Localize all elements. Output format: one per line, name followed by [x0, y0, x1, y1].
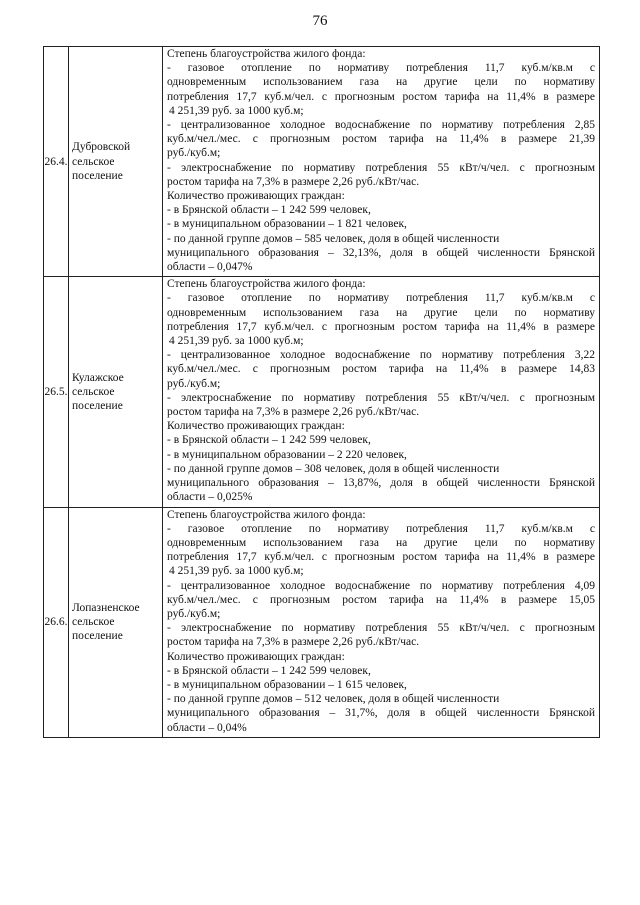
- settlement-name-line: поселение: [72, 399, 123, 412]
- description-line: ростом тарифа на 7,3% в размере 2,26 руб./кВт/час.: [167, 406, 420, 419]
- description-line: потребления 17,7 куб.м/чел. с прогнозным ростом тарифа на 11,4% в размере: [167, 320, 595, 333]
- settlement-name-line: Кулажское: [72, 371, 124, 384]
- description-line: - по данной группе домов – 585 человек, доля в общей численности: [167, 232, 500, 245]
- description-line: 4 251,39 руб. за 1000 куб.м;: [169, 335, 304, 348]
- description-line: - в муниципальном образовании – 2 220 человек,: [167, 448, 407, 461]
- description-line: - по данной группе домов – 308 человек, доля в общей численности: [167, 462, 500, 475]
- description-line: области – 0,04%: [167, 721, 247, 734]
- description-line: - электроснабжение по нормативу потребления 55 кВт/ч/чел. с прогнозным: [167, 391, 595, 404]
- description-line: - газовое отопление по нормативу потребления 11,7 куб.м/кв.м с: [167, 522, 595, 535]
- settlement-description: [163, 47, 600, 277]
- description-line: - централизованное холодное водоснабжение по нормативу потребления 2,85: [167, 119, 595, 132]
- description-line: руб./куб.м;: [167, 607, 221, 620]
- description-line: куб.м/чел./мес. с прогнозным ростом тарифа на 11,4% в размере 15,05: [167, 593, 595, 606]
- settlement-name: [69, 277, 163, 507]
- description-line: - электроснабжение по нормативу потребления 55 кВт/ч/чел. с прогнозным: [167, 161, 595, 174]
- description-line: одновременным использованием газа на другие цели по нормативу: [167, 76, 595, 89]
- description-line: потребления 17,7 куб.м/чел. с прогнозным ростом тарифа на 11,4% в размере: [167, 551, 595, 564]
- settlement-name: [69, 47, 163, 277]
- settlement-description: [163, 507, 600, 737]
- description-line: - в муниципальном образовании – 1 821 человек,: [167, 218, 407, 231]
- description-line: руб./куб.м;: [167, 147, 221, 160]
- settlement-name-line: поселение: [72, 169, 123, 182]
- row-number: 26.5.: [44, 277, 69, 507]
- description-line: ростом тарифа на 7,3% в размере 2,26 руб./кВт/час.: [167, 175, 420, 188]
- description-line: - централизованное холодное водоснабжение по нормативу потребления 4,09: [167, 579, 595, 592]
- table-row: [44, 47, 600, 277]
- page-number: 76: [312, 13, 328, 29]
- table-row: [44, 507, 600, 737]
- row-number: 26.6.: [44, 507, 69, 737]
- settlement-name-line: сельское: [72, 616, 115, 629]
- description-line: 4 251,39 руб. за 1000 куб.м;: [169, 565, 304, 578]
- description-line: 4 251,39 руб. за 1000 куб.м;: [169, 104, 304, 117]
- description-line: - в Брянской области – 1 242 599 человек,: [167, 434, 371, 447]
- description-line: руб./куб.м;: [167, 377, 221, 390]
- description-line: муниципального образования – 32,13%, доля в общей численности Брянской: [167, 246, 595, 259]
- description-line: муниципального образования – 31,7%, доля в общей численности Брянской: [167, 707, 595, 720]
- description-line: - по данной группе домов – 512 человек, доля в общей численности: [167, 693, 500, 706]
- settlement-name-line: Лопазненское: [72, 601, 140, 614]
- description-line: - газовое отопление по нормативу потребления 11,7 куб.м/кв.м с: [167, 62, 595, 75]
- description-line: Количество проживающих граждан:: [167, 420, 345, 433]
- description-line: куб.м/чел./мес. с прогнозным ростом тарифа на 11,4% в размере 14,83: [167, 363, 595, 376]
- description-line: - электроснабжение по нормативу потребления 55 кВт/ч/чел. с прогнозным: [167, 622, 595, 635]
- row-number: 26.4.: [44, 47, 69, 277]
- description-line: Степень благоустройства жилого фонда:: [167, 48, 366, 60]
- settlement-name-line: сельское: [72, 155, 115, 168]
- settlement-name-line: сельское: [72, 385, 115, 398]
- description-line: - в Брянской области – 1 242 599 человек,: [167, 664, 371, 677]
- description-line: Степень благоустройства жилого фонда:: [167, 278, 366, 291]
- description-line: Количество проживающих граждан:: [167, 650, 345, 663]
- description-line: куб.м/чел./мес. с прогнозным ростом тарифа на 11,4% в размере 21,39: [167, 133, 595, 146]
- description-line: Степень благоустройства жилого фонда:: [167, 508, 366, 521]
- description-line: Количество проживающих граждан:: [167, 190, 345, 203]
- settlement-name-line: Дубровской: [72, 141, 131, 154]
- description-line: муниципального образования – 13,87%, доля в общей численности Брянской: [167, 477, 595, 490]
- description-line: - в Брянской области – 1 242 599 человек,: [167, 204, 371, 217]
- settlements-table: [43, 46, 600, 738]
- description-line: одновременным использованием газа на другие цели по нормативу: [167, 306, 595, 319]
- table-row: [44, 277, 600, 507]
- description-line: области – 0,025%: [167, 491, 253, 504]
- description-line: потребления 17,7 куб.м/чел. с прогнозным ростом тарифа на 11,4% в размере: [167, 90, 595, 103]
- description-line: ростом тарифа на 7,3% в размере 2,26 руб./кВт/час.: [167, 636, 420, 649]
- description-line: - в муниципальном образовании – 1 615 человек,: [167, 678, 407, 691]
- description-line: - централизованное холодное водоснабжение по нормативу потребления 3,22: [167, 349, 595, 362]
- description-line: одновременным использованием газа на другие цели по нормативу: [167, 536, 595, 549]
- description-line: области – 0,047%: [167, 261, 253, 274]
- settlement-name-line: поселение: [72, 630, 123, 643]
- settlement-name: [69, 507, 163, 737]
- description-line: - газовое отопление по нормативу потребления 11,7 куб.м/кв.м с: [167, 292, 595, 305]
- settlement-description: [163, 277, 600, 507]
